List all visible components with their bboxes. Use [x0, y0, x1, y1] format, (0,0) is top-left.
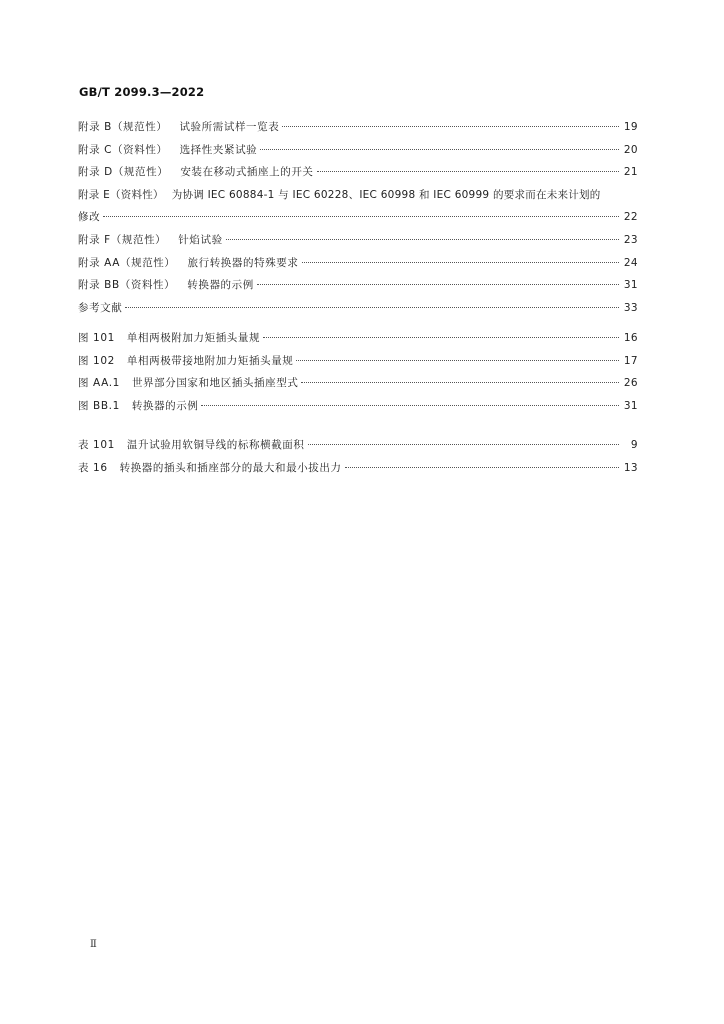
- page-number: 16: [623, 332, 638, 344]
- dot-leader: [226, 239, 619, 240]
- figure-toc-list: [78, 327, 638, 417]
- figure-code: 图 BB.1: [78, 399, 120, 412]
- page-number: 20: [623, 143, 638, 156]
- page-number: 9: [630, 439, 638, 451]
- annex-code: 附录 F: [78, 233, 111, 246]
- toc-entry-table-16[interactable]: [78, 457, 638, 480]
- toc-entry-figure-101[interactable]: [78, 327, 638, 350]
- annex-code: 附录 D: [78, 166, 113, 179]
- annex-kind: （规范性）: [111, 121, 168, 133]
- table-code: 表 16: [78, 461, 108, 474]
- figure-title: 转换器的示例: [131, 399, 199, 412]
- dot-leader: [296, 360, 619, 361]
- dot-leader: [302, 262, 620, 263]
- toc-entry-figure-102[interactable]: [78, 350, 638, 373]
- dot-leader: [345, 467, 619, 468]
- toc-entry-bibliography[interactable]: [78, 297, 638, 320]
- annex-title: 针焰试验: [178, 233, 223, 246]
- standard-number-header: GB/T 2099.3—2022: [79, 85, 205, 99]
- annex-code: 附录 AA: [78, 256, 120, 269]
- annex-kind: （规范性）: [112, 166, 169, 179]
- toc-entry-annex-aa[interactable]: [78, 252, 638, 275]
- annex-title: 旅行转换器的特殊要求: [187, 256, 299, 269]
- page-number: 21: [623, 166, 638, 179]
- annex-title: 选择性夹紧试验: [179, 143, 258, 156]
- page-number: 33: [623, 301, 638, 314]
- annex-title: 试验所需试样一览表: [179, 121, 280, 133]
- page-number: 22: [623, 211, 638, 224]
- page-number-footer: Ⅱ: [90, 939, 97, 950]
- dot-leader: [257, 284, 619, 285]
- toc-entry-table-101[interactable]: [78, 434, 638, 457]
- table-toc-list: [78, 434, 638, 479]
- page-number: 13: [623, 461, 638, 474]
- annex-kind: （资料性）: [119, 279, 176, 292]
- annex-kind: （规范性）: [120, 256, 176, 269]
- annex-title: 为协调 IEC 60884-1 与 IEC 60228、IEC 60998 和 IEC 60999 的要求而在未来计划的: [171, 188, 601, 201]
- annex-kind: （资料性）: [112, 143, 168, 156]
- annex-code: 附录 E: [78, 188, 110, 201]
- toc-entry-annex-c[interactable]: [78, 139, 638, 162]
- figure-title: 单相两极带接地附加力矩插头量规: [126, 354, 294, 367]
- annex-title-continued: 修改: [78, 211, 101, 224]
- dot-leader: [301, 382, 619, 383]
- dot-leader: [260, 149, 619, 150]
- toc-entry-figure-bb1[interactable]: [78, 395, 638, 418]
- toc-entry-annex-bb[interactable]: [78, 274, 638, 297]
- bibliography-title: 参考文献: [78, 301, 123, 314]
- page-number: 23: [623, 233, 638, 246]
- table-title: 温升试验用软铜导线的标称横截面积: [126, 439, 305, 451]
- annex-title: 转换器的示例: [187, 279, 254, 292]
- figure-code: 图 101: [78, 332, 115, 344]
- toc-entry-figure-aa1[interactable]: [78, 372, 638, 395]
- page-number: 31: [623, 399, 638, 412]
- toc-entry-annex-d[interactable]: [78, 161, 638, 184]
- figure-code: 图 102: [78, 354, 115, 367]
- figure-title: 世界部分国家和地区插头插座型式: [131, 377, 299, 390]
- page-number: 31: [623, 279, 638, 292]
- annex-title: 安装在移动式插座上的开关: [180, 166, 314, 179]
- dot-leader: [263, 337, 619, 338]
- dot-leader: [308, 444, 620, 445]
- toc-entry-annex-e[interactable]: [78, 184, 638, 207]
- page-number: 24: [623, 256, 638, 269]
- dot-leader: [317, 171, 619, 172]
- page-number: 17: [623, 354, 638, 367]
- dot-leader: [125, 307, 619, 308]
- table-title: 转换器的插头和插座部分的最大和最小拔出力: [119, 461, 342, 474]
- toc-entry-annex-f[interactable]: [78, 229, 638, 252]
- dot-leader: [103, 216, 619, 217]
- annex-kind: （资料性）: [109, 188, 164, 201]
- annex-toc-list: [78, 116, 638, 319]
- annex-code: 附录 BB: [78, 279, 120, 292]
- table-code: 表 101: [78, 439, 115, 451]
- figure-title: 单相两极附加力矩插头量规: [126, 332, 261, 344]
- dot-leader: [282, 126, 619, 127]
- page-number: 19: [623, 121, 638, 133]
- toc-entry-annex-e-continued[interactable]: [78, 206, 638, 229]
- annex-kind: （规范性）: [110, 233, 167, 246]
- annex-code: 附录 C: [78, 143, 113, 156]
- figure-code: 图 AA.1: [78, 377, 120, 390]
- dot-leader: [201, 405, 619, 406]
- annex-code: 附录 B: [78, 121, 112, 133]
- toc-entry-annex-b[interactable]: [78, 116, 638, 139]
- page-number: 26: [623, 377, 638, 390]
